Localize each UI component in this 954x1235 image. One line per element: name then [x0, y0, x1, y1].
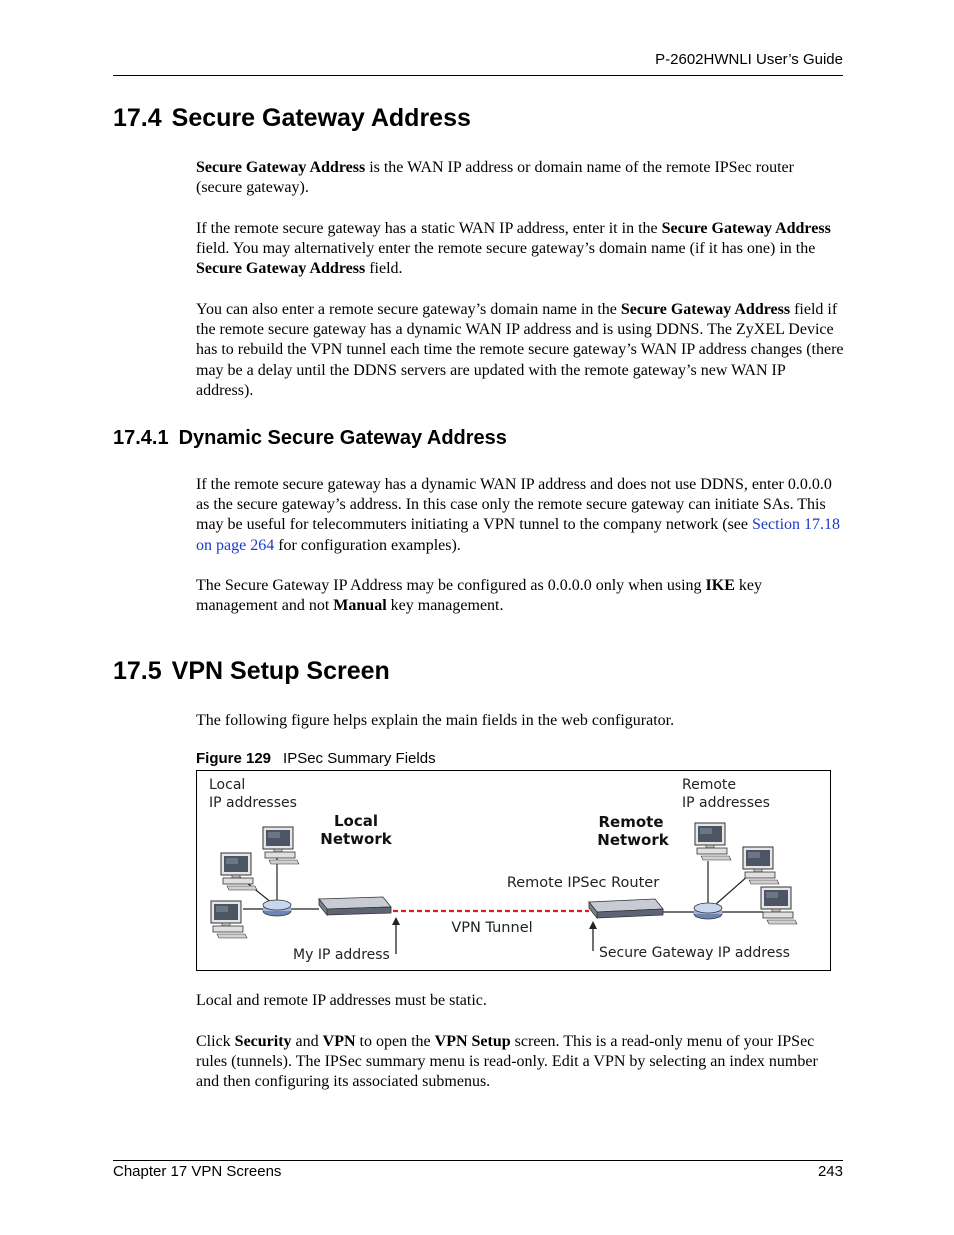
text-run: key management and not — [196, 577, 762, 615]
paragraph — [196, 991, 844, 1011]
section-heading-17-5 — [113, 657, 390, 686]
section-number: 17.4.1 — [113, 427, 169, 449]
running-footer — [113, 1160, 843, 1185]
local-pc-icon — [211, 901, 247, 938]
my-ip-label: My IP address — [293, 947, 390, 963]
text-run: and — [291, 1033, 323, 1050]
bold-term: Secure Gateway Address — [620, 301, 791, 318]
figure-title: IPSec Summary Fields — [283, 750, 436, 767]
remote-ip-label — [682, 777, 770, 811]
paragraph — [196, 1032, 844, 1093]
local-ip-line-2: IP addresses — [209, 795, 297, 811]
section-title: Secure Gateway Address — [171, 104, 471, 132]
remote-pc-icon — [743, 847, 779, 884]
section-number: 17.5 — [113, 657, 162, 685]
text-run: screen. This is a read-only menu of your IPSec rules (tunnels). The IPSec summary menu is read-only. Edit a VPN by selecting an index number and then configuring its associated submenus. — [196, 1033, 818, 1091]
paragraph — [196, 219, 844, 280]
paragraph — [196, 158, 844, 198]
local-pc-icon — [263, 827, 299, 864]
text-run: to open the — [355, 1033, 435, 1050]
remote-ip-line-1: Remote — [682, 777, 737, 793]
paragraph — [196, 475, 844, 556]
remote-router-icon — [589, 899, 663, 918]
text-run: The Secure Gateway IP Address may be configured as 0.0.0.0 only when using — [196, 577, 706, 594]
bold-term: Secure Gateway Address — [661, 220, 831, 237]
remote-ip-line-2: IP addresses — [682, 795, 770, 811]
local-network-line-2: Network — [320, 830, 392, 848]
bold-term: IKE — [705, 577, 735, 594]
remote-hub-icon — [694, 903, 722, 919]
figure-number: Figure 129 — [196, 750, 272, 767]
section-title: VPN Setup Screen — [171, 657, 390, 685]
paragraph — [196, 300, 844, 401]
bold-term: Security — [234, 1033, 292, 1050]
text-run: You can also enter a remote secure gateway’s domain name in the — [196, 301, 621, 318]
text-run: field. You may alternatively enter the remote secure gateway’s domain name (if it has one) in the — [196, 240, 816, 258]
text-run: If the remote secure gateway has a dynamic WAN IP address and does not use DDNS, enter 0.0.0.0 as the secure gateway’s address. In this case only the remote secure gateway can initiate SAs. This may be useful for telecommuters initiating a VPN tunnel to the company network (see — [196, 476, 832, 534]
section-number: 17.4 — [113, 104, 162, 132]
text-run: Local and remote IP addresses must be static. — [196, 992, 487, 1009]
remote-network-label — [597, 813, 669, 849]
cross-reference-link[interactable]: Section 17.18 on page 264 — [196, 516, 841, 554]
text-run: Click — [196, 1033, 235, 1050]
text-run: for configuration examples). — [274, 536, 461, 554]
bold-term: VPN — [322, 1033, 356, 1050]
remote-pc-icon — [695, 823, 731, 860]
remote-network-line-1: Remote — [598, 813, 664, 831]
text-run: field if the remote secure gateway has a dynamic WAN IP address and is using DDNS. The ZyXEL Device has to rebuild the VPN tunnel each time the remote secure gateway’s WAN IP address changes (there may be a delay until the DDNS servers are updated with the remote gateway’s new WAN IP address). — [196, 301, 844, 399]
bold-term: Manual — [333, 597, 387, 615]
guide-title: P-2602HWNLI User’s Guide — [655, 51, 843, 68]
running-header — [113, 51, 843, 76]
ipsec-summary-figure — [196, 770, 831, 971]
my-ip-arrow — [392, 917, 400, 954]
local-network-line-1: Local — [333, 812, 379, 830]
page-number: 243 — [817, 1163, 843, 1180]
local-network-label — [320, 812, 392, 848]
text-run: is the WAN IP address or domain name of the remote IPSec router (secure gateway). — [196, 159, 794, 197]
remote-pc-icon — [761, 887, 797, 924]
vpn-tunnel-label: VPN Tunnel — [451, 920, 533, 936]
local-router-icon — [319, 897, 391, 915]
figure-caption — [196, 750, 436, 767]
local-pc-icon — [221, 853, 257, 890]
section-heading-17-4 — [113, 104, 471, 133]
local-ip-label — [209, 777, 297, 811]
remote-router-label: Remote IPSec Router — [506, 875, 660, 891]
text-run: If the remote secure gateway has a static WAN IP address, enter it in the — [196, 220, 662, 237]
bold-term: Secure Gateway Address — [196, 159, 366, 176]
gateway-ip-label: Secure Gateway IP address — [599, 945, 790, 961]
gateway-ip-arrow — [589, 921, 597, 951]
text-run: field. — [365, 260, 403, 278]
section-heading-17-4-1 — [113, 427, 507, 450]
bold-term: VPN Setup — [434, 1033, 511, 1050]
paragraph — [196, 576, 844, 616]
local-hub-icon — [263, 900, 291, 916]
text-run: The following figure helps explain the main fields in the web configurator. — [196, 712, 675, 729]
text-run: key management. — [386, 597, 504, 615]
bold-term: Secure Gateway Address — [196, 260, 366, 278]
paragraph — [196, 711, 844, 731]
remote-network-line-2: Network — [597, 831, 669, 849]
chapter-label: Chapter 17 VPN Screens — [113, 1163, 282, 1180]
section-title: Dynamic Secure Gateway Address — [178, 427, 507, 449]
local-ip-line-1: Local — [209, 777, 246, 793]
